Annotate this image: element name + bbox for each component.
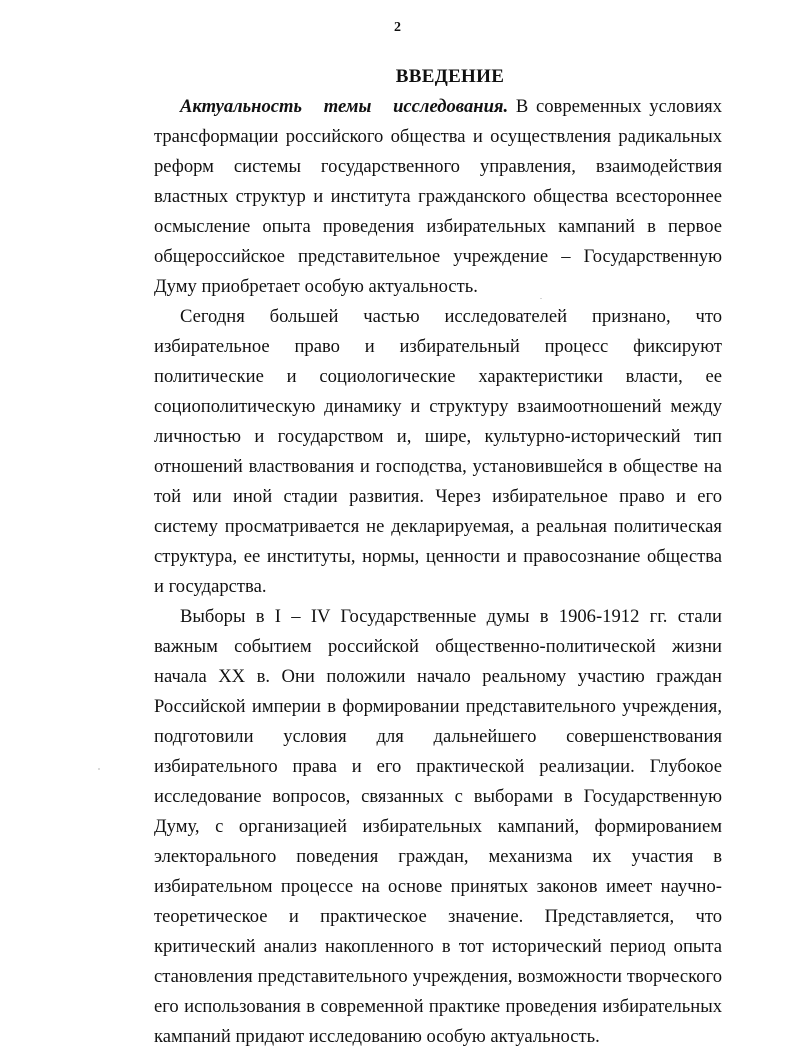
paragraph-elections: Выборы в I – IV Государственные думы в 1906-1912 гг. стали важным событием российской общественно-политической жизни начала XX в. Они положили начало реальному участию граждан Российской империи в формировании представительного учреждения, подготовили условия для дальнейшего совершенствования избирательного права и его практической реализации. Глубокое исследование вопросов, связанных с выборами в Государственную Думу, с организацией избирательных кампаний, формированием электорального поведения граждан, механизма их участия в избирательном процессе на основе принятых законов имеет научно-теоретическое и практическое значение. Представляется, что критический анализ накопленного в тот исторический период опыта становления представительного учреждения, возможности творческого его использования в современной практике проведения избирательных кампаний придают исследованию особую актуальность. xyxy=(154,606,722,1047)
section-heading: ВВЕДЕНИЕ xyxy=(395,66,505,87)
scan-speck xyxy=(540,298,542,299)
paragraph-relevance xyxy=(154,92,722,302)
page-number: 2 xyxy=(394,20,401,35)
paragraph-electoral-law: Сегодня большей частью исследователей признано, что избирательное право и избирательный процесс фиксируют политические и социологические характеристики власти, ее социополитическую динамику и структуру взаимоотношений между личностью и государством и, шире, культурно-исторический тип отношений властвования и господства, установившейся в обществе на той или иной стадии развития. Через избирательное право и его систему просматривается не декларируемая, а реальная политическая структура, ее институты, нормы, ценности и правосознание общества и государства. xyxy=(154,306,722,597)
paragraph-text: В современных условиях трансформации российского общества и осуществления радикальных реформ системы государственного управления, взаимодействия властных структур и института гражданского общества всестороннее осмысление опыта проведения избирательных кампаний в первое общероссийское представительное учреждение – Государственную Думу приобретает особую актуальность. xyxy=(154,96,723,297)
scan-speck xyxy=(98,768,100,770)
body-text xyxy=(154,92,722,1052)
paragraph-lead: Актуальность темы исследования. xyxy=(180,96,509,117)
